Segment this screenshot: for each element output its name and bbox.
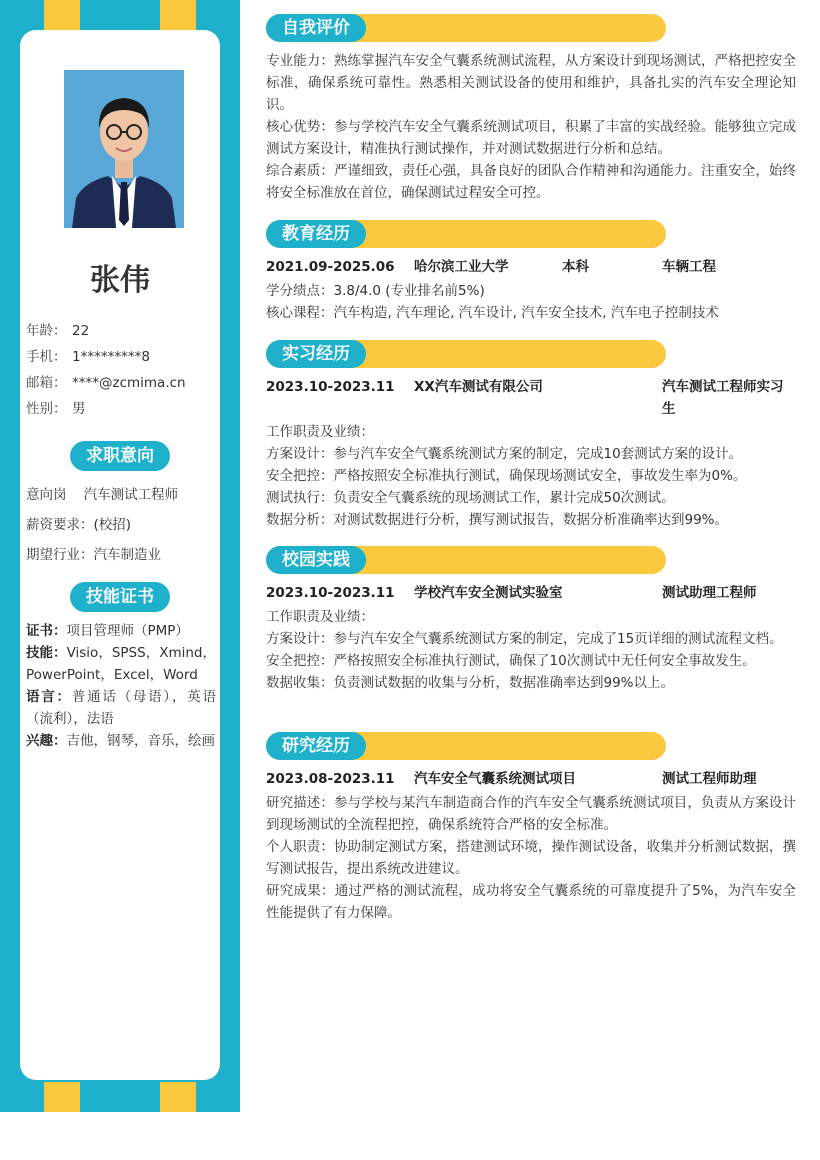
skills-title: 技能证书: [70, 582, 170, 612]
info-value: ****@zcmima.cn: [72, 375, 186, 391]
campus-line: 方案设计：参与汽车安全气囊系统测试方案的制定，完成了15页详细的测试流程文档。: [266, 631, 783, 647]
internship-line: 方案设计：参与汽车安全气囊系统测试方案的制定，完成10套测试方案的设计。: [266, 446, 743, 462]
info-row: [26, 396, 216, 422]
internship-line: 测试执行：负责安全气囊系统的现场测试工作，累计完成50次测试。: [266, 490, 675, 506]
info-label: 邮箱：: [26, 375, 67, 391]
skill-label: 语言：: [26, 689, 72, 705]
sidebar: [0, 0, 240, 1112]
skill-value: 吉他，钢琴，音乐，绘画: [66, 733, 215, 749]
decor-stripe: [160, 0, 196, 30]
campus-period: 2023.10-2023.11: [266, 585, 395, 601]
internship-org: XX汽车测试有限公司: [414, 379, 543, 395]
skill-label: 兴趣：: [26, 733, 67, 749]
section-title: 实习经历: [266, 340, 366, 368]
skill-value: 普通话（母语），英语（流利），法语: [26, 689, 216, 727]
skills-list: [26, 620, 216, 752]
intent-position: 意向岗 汽车测试工程师: [26, 487, 179, 503]
campus-org: 学校汽车安全测试实验室: [414, 585, 563, 601]
campus-body: [266, 606, 796, 694]
research-period: 2023.08-2023.11: [266, 771, 395, 787]
decor-stripe: [160, 1082, 196, 1112]
section-title: 校园实践: [266, 546, 366, 574]
research-role: 测试工程师助理: [662, 771, 757, 787]
research-line: 个人职责：协助制定测试方案，搭建测试环境，操作测试设备，收集并分析测试数据，撰写测试报告，提出系统改进建议。: [266, 839, 796, 877]
self-eval-line: 综合素质：严谨细致，责任心强，具备良好的团队合作精神和沟通能力。注重安全，始终将安全标准放在首位，确保测试过程安全可控。: [266, 163, 796, 201]
campus-role: 测试助理工程师: [662, 585, 757, 601]
section-title: 自我评价: [266, 14, 366, 42]
skill-item: [26, 686, 216, 730]
profile-photo: [64, 70, 184, 228]
info-label: 年龄：: [26, 323, 67, 339]
research-body: [266, 792, 796, 924]
education-body: [266, 280, 796, 324]
education-line: 学分绩点：3.8/4.0 (专业排名前5%): [266, 283, 485, 299]
intent-industry: 期望行业：汽车制造业: [26, 547, 161, 563]
skill-value: 项目管理师（PMP）: [66, 623, 189, 639]
self-eval-line: 核心优势：参与学校汽车安全气囊系统测试项目，积累了丰富的实战经验。能够独立完成测试方案设计，精准执行测试操作，并对测试数据进行分析和总结。: [266, 119, 796, 157]
skill-value: Visio，SPSS，Xmind，PowerPoint，Excel，Word: [26, 645, 217, 683]
skill-item: [26, 730, 216, 752]
decor-stripe: [44, 0, 80, 30]
intent-title: 求职意向: [70, 441, 170, 471]
education-major: 车辆工程: [662, 259, 716, 275]
research-line: 研究成果：通过严格的测试流程，成功将安全气囊系统的可靠度提升了5%，为汽车安全性能提供了有力保障。: [266, 883, 796, 921]
self-eval-line: 专业能力：熟练掌握汽车安全气囊系统测试流程，从方案设计到现场测试，严格把控安全标准，确保系统可靠性。熟悉相关测试设备的使用和维护，具备扎实的汽车安全理论知识。: [266, 53, 796, 113]
section-title: 教育经历: [266, 220, 366, 248]
job-intent: [26, 482, 216, 572]
info-row: [26, 370, 216, 396]
info-label: 手机：: [26, 349, 67, 365]
skill-item: [26, 642, 216, 686]
skill-item: [26, 620, 216, 642]
info-value: 男: [72, 401, 86, 417]
skill-label: 技能：: [26, 645, 67, 661]
education-school: 哈尔滨工业大学: [414, 259, 509, 275]
campus-line: 工作职责及业绩：: [266, 609, 374, 625]
info-value: 22: [72, 323, 90, 339]
internship-line: 工作职责及业绩：: [266, 424, 374, 440]
internship-period: 2023.10-2023.11: [266, 379, 395, 395]
decor-stripe: [44, 1082, 80, 1112]
internship-line: 安全把控：严格按照安全标准执行测试，确保现场测试安全，事故发生率为0%。: [266, 468, 747, 484]
profile-name: 张伟: [90, 263, 150, 298]
section-self-eval: [266, 14, 666, 42]
section-internship: [266, 340, 666, 368]
section-campus: [266, 546, 666, 574]
education-period: 2021.09-2025.06: [266, 259, 395, 275]
basic-info: [26, 318, 216, 422]
self-eval-body: [266, 50, 796, 204]
education-line: 核心课程：汽车构造, 汽车理论, 汽车设计, 汽车安全技术, 汽车电子控制技术: [266, 305, 719, 321]
info-row: [26, 344, 216, 370]
intent-salary: 薪资要求：(校招): [26, 517, 132, 533]
skill-label: 证书：: [26, 623, 67, 639]
info-row: [26, 318, 216, 344]
info-label: 性别：: [26, 401, 67, 417]
education-degree: 本科: [562, 259, 589, 275]
profile-card: [20, 30, 220, 1080]
campus-line: 数据收集：负责测试数据的收集与分析，数据准确率达到99%以上。: [266, 675, 675, 691]
research-project: 汽车安全气囊系统测试项目: [414, 771, 576, 787]
section-research: [266, 732, 666, 760]
campus-line: 安全把控：严格按照安全标准执行测试，确保了10次测试中无任何安全事故发生。: [266, 653, 756, 669]
section-title: 研究经历: [266, 732, 366, 760]
internship-role: 汽车测试工程师实习生: [662, 379, 784, 417]
info-value: 1*********8: [72, 349, 150, 365]
section-education: [266, 220, 666, 248]
internship-body: [266, 421, 796, 531]
internship-line: 数据分析：对测试数据进行分析，撰写测试报告，数据分析准确率达到99%。: [266, 512, 729, 528]
research-line: 研究描述：参与学校与某汽车制造商合作的汽车安全气囊系统测试项目，负责从方案设计到现场测试的全流程把控，确保系统符合严格的安全标准。: [266, 795, 796, 833]
